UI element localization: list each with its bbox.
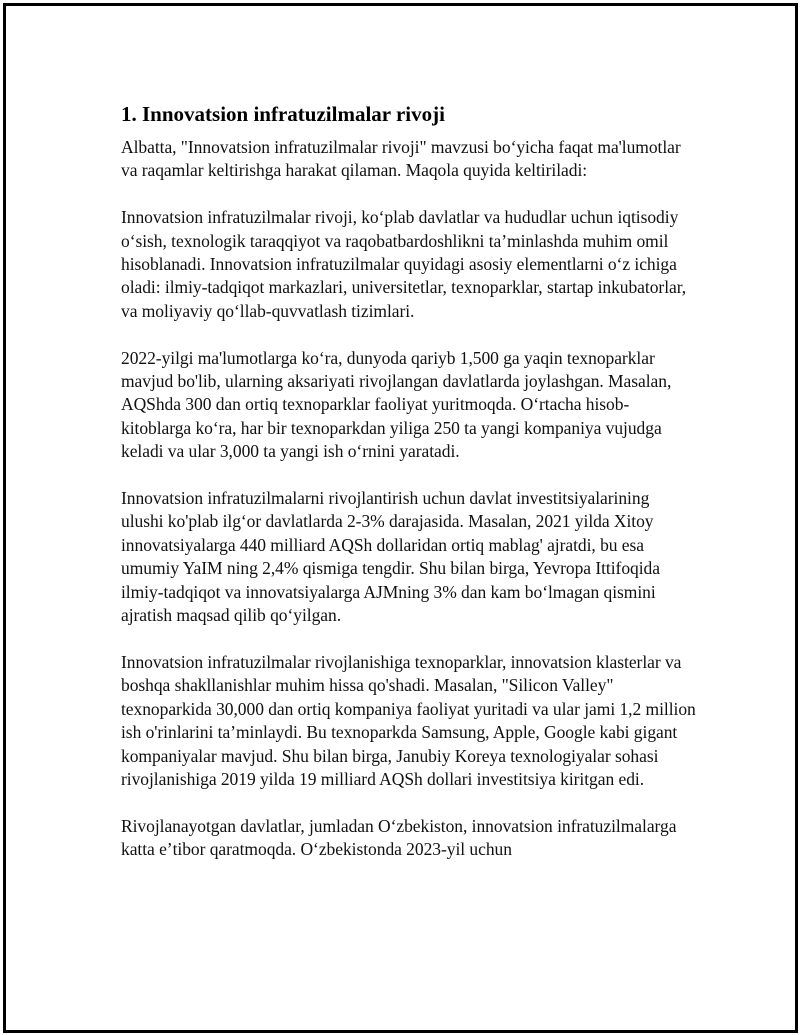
section-heading: 1. Innovatsion infratuzilmalar rivoji [121,102,445,126]
paragraph-clusters: Innovatsion infratuzilmalar rivojlanishiga texnoparklar, innovatsion klasterlar va boshqa shakllanishlar muhim hissa qo'shadi. Masalan, "Silicon Valley" texnoparkida 30,000 dan ortiq kompaniya faoliyat yuritadi va ular jami 1,2 million ish o'rinlarini ta’minlaydi. Bu texnoparkda Samsung, Apple, Google kabi gigant kompaniyalar mavjud. Shu bilan birga, Janubiy Koreya texnologiyalar sohasi rivojlanishiga 2019 yilda 19 milliard AQSh dollari investitsiya kiritgan edi. [121,651,696,789]
page-frame [3,3,798,1033]
paragraph-overview: Innovatsion infratuzilmalar rivoji, koʻplab davlatlar va hududlar uchun iqtisodiy oʻsish, texnologik taraqqiyot va raqobatbardoshlikni taʼminlashda muhim omil hisoblanadi. Innovatsion infratuzilmalar quyidagi asosiy elementlarni oʻz ichiga oladi: ilmiy-tadqiqot markazlari, universitetlar, texnoparklar, startap inkubatorlar, va moliyaviy qoʻllab-quvvatlash tizimlari. [121,207,687,321]
paragraph-investments: Innovatsion infratuzilmalarni rivojlantirish uchun davlat investitsiyalarining ulushi ko'plab ilgʻor davlatlarda 2-3% darajasida. Masalan, 2021 yilda Xitoy innovatsiyalarga 440 milliard AQSh dollaridan ortiq mablag' ajratdi, bu esa umumiy YaIM ning 2,4% qismiga tengdir. Shu bilan birga, Yevropa Ittifoqida ilmiy-tadqiqot va innovatsiyalarga AJMning 3% dan kam boʻlmagan qismini ajratish maqsad qilib qoʻyilgan. [121,488,660,626]
paragraph-intro: Albatta, "Innovatsion infratuzilmalar rivoji" mavzusi boʻyicha faqat ma'lumotlar va raqamlar keltirishga harakat qilaman. Maqola quyida keltiriladi: [121,137,681,181]
document-body [121,100,696,885]
paragraph-technoparks: 2022-yilgi ma'lumotlarga koʻra, dunyoda qariyb 1,500 ga yaqin texnoparklar mavjud bo'lib, ularning aksariyati rivojlangan davlatlarda joylashgan. Masalan, AQShda 300 dan ortiq texnoparklar faoliyat yuritmoqda. Oʻrtacha hisob-kitoblarga koʻra, har bir texnoparkdan yiliga 250 ta yangi kompaniya vujudga keladi va ular 3,000 ta yangi ish oʻrnini yaratadi. [121,347,672,462]
paragraph-uzbekistan: Rivojlanayotgan davlatlar, jumladan Oʻzbekiston, innovatsion infratuzilmalarga katta eʼtibor qaratmoqda. Oʻzbekistonda 2023-yil uchun [121,815,677,860]
